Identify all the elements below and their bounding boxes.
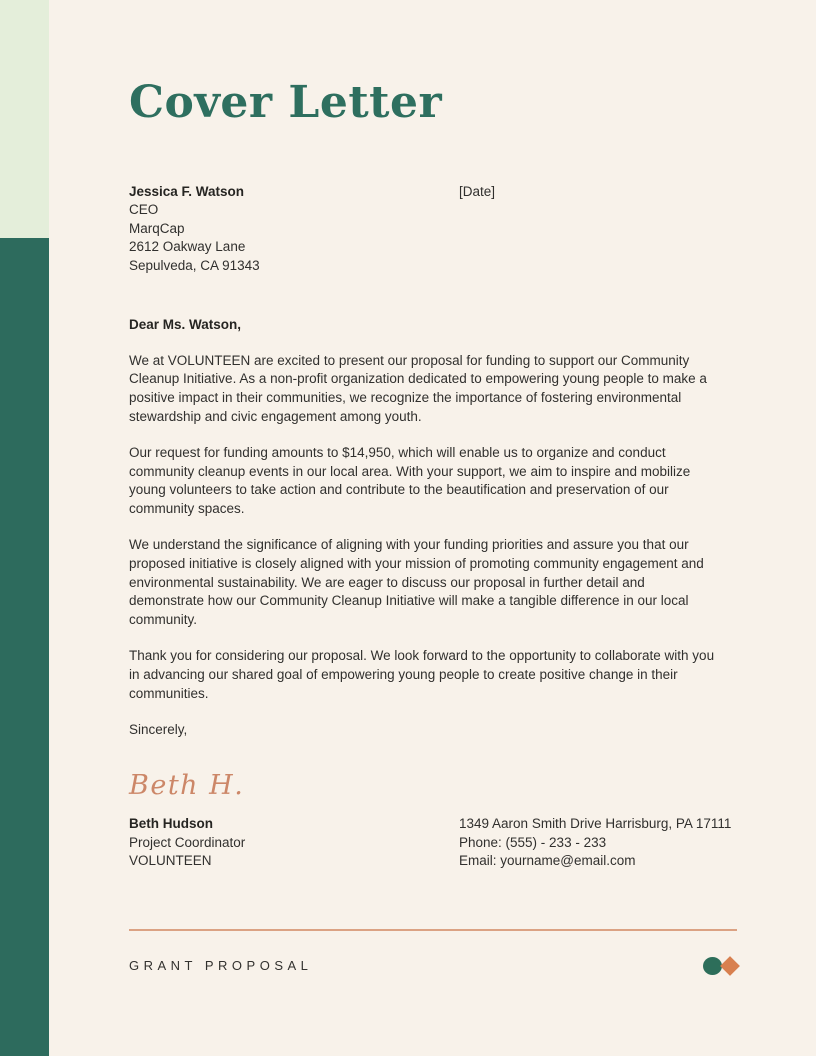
recipient-and-date-row: [129, 183, 737, 276]
recipient-name: Jessica F. Watson: [129, 183, 245, 199]
salutation: Dear Ms. Watson,: [129, 316, 242, 332]
contact-block: [459, 815, 737, 871]
letter-content: [129, 0, 737, 1056]
body-paragraph-2: Our request for funding amounts to $14,950, which will enable us to organize and conduct community cleanup events in our local area. With your support, we aim to inspire and mobilize young volunteers to take action and contribute to the beautification and preservation of our community spaces.: [129, 444, 691, 517]
body-paragraph-3: We understand the significance of aligning with your funding priorities and assure you that our proposed initiative is closely aligned with your mission of promoting community engagement and environmental sustainability. We are eager to discuss our proposal in further detail and demonstrate how our Community Cleanup Initiative will make a tangible difference in our local community.: [129, 537, 704, 628]
signature-script: Beth H.: [129, 770, 245, 801]
recipient-company: MarqCap: [129, 220, 185, 236]
signoff-row: [129, 815, 737, 871]
sender-organization: VOLUNTEEN: [129, 853, 212, 869]
left-accent-stripe: [0, 0, 49, 1056]
sender-job-title: Project Coordinator: [129, 834, 246, 850]
contact-email: Email: yourname@email.com: [459, 853, 636, 869]
body-paragraph-4: Thank you for considering our proposal. We look forward to the opportunity to collaborate with you in advancing our shared goal of empowering young people to create positive change in their communities.: [129, 648, 715, 701]
stripe-teal-block: [0, 238, 49, 1056]
diamond-icon: [720, 956, 740, 976]
stripe-light-green-block: [0, 0, 49, 238]
contact-address: 1349 Aaron Smith Drive Harrisburg, PA 17111: [459, 816, 732, 831]
footer-decorative-shapes: [703, 957, 737, 975]
footer: [129, 957, 737, 975]
sender-name: Beth Hudson: [129, 816, 213, 831]
recipient-job-title: CEO: [129, 202, 159, 218]
body-paragraph-1: We at VOLUNTEEN are excited to present our proposal for funding to support our Community Cleanup Initiative. As a non-profit organization dedicated to empowering young people to make a positive impact in their communities, we recognize the importance of fostering environmental stewardship and civic engagement among youth.: [129, 352, 707, 424]
footer-divider-line: [129, 929, 737, 931]
page-title: Cover Letter: [129, 77, 443, 128]
closing: Sincerely,: [129, 722, 188, 738]
recipient-address-line1: 2612 Oakway Lane: [129, 239, 246, 255]
contact-phone: Phone: (555) - 233 - 233: [459, 834, 607, 850]
date-placeholder: [Date]: [459, 183, 496, 199]
recipient-block: [129, 183, 459, 276]
sender-block: [129, 815, 459, 871]
recipient-address-line2: Sepulveda, CA 91343: [129, 257, 260, 273]
footer-label: GRANT PROPOSAL: [129, 958, 313, 974]
